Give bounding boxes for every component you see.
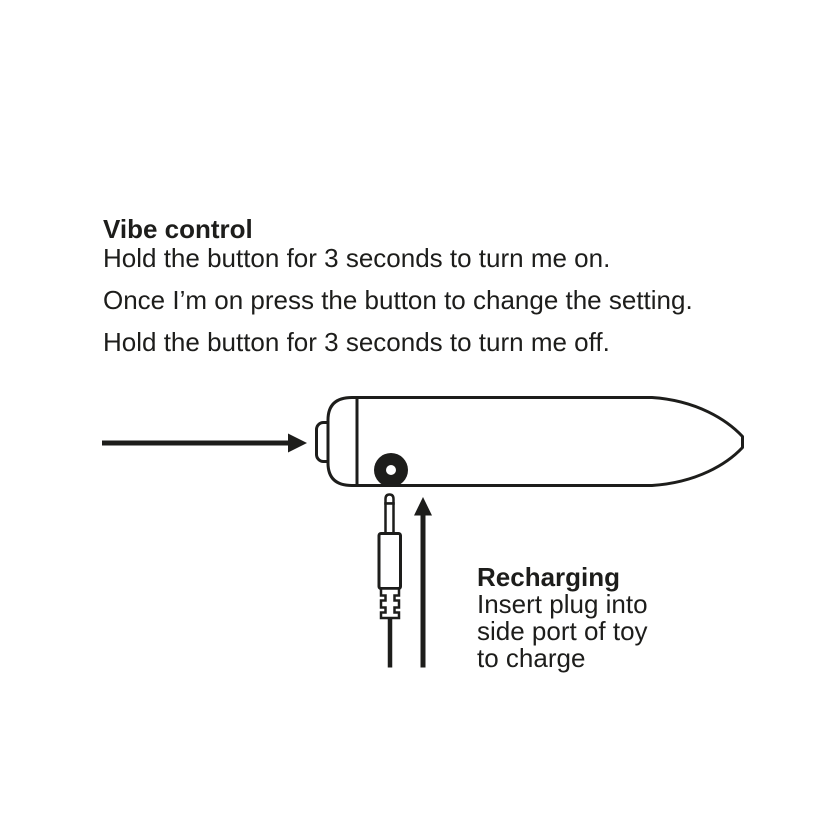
recharging-heading: Recharging	[477, 562, 621, 592]
recharging-line-3: to charge	[477, 643, 586, 673]
recharging-line-2: side port of toy	[477, 616, 648, 646]
recharging-line-1: Insert plug into	[477, 589, 648, 619]
charging-port-icon	[374, 453, 408, 487]
vibe-instruction-on: Hold the button for 3 seconds to turn me on.	[103, 243, 611, 273]
arrow-up-icon	[414, 497, 432, 668]
plug-body	[379, 534, 401, 589]
recharging-section	[477, 564, 648, 672]
arrow-right-icon	[102, 434, 307, 453]
charging-plug-icon	[379, 495, 401, 668]
plug-tip	[386, 495, 394, 504]
plug-strain-relief	[381, 589, 399, 619]
vibe-instruction-change: Once I’m on press the button to change the setting.	[103, 285, 693, 315]
vibe-instruction-off: Hold the button for 3 seconds to turn me off.	[103, 327, 610, 357]
plug-pin	[386, 504, 394, 534]
vibe-control-heading: Vibe control	[103, 214, 253, 244]
